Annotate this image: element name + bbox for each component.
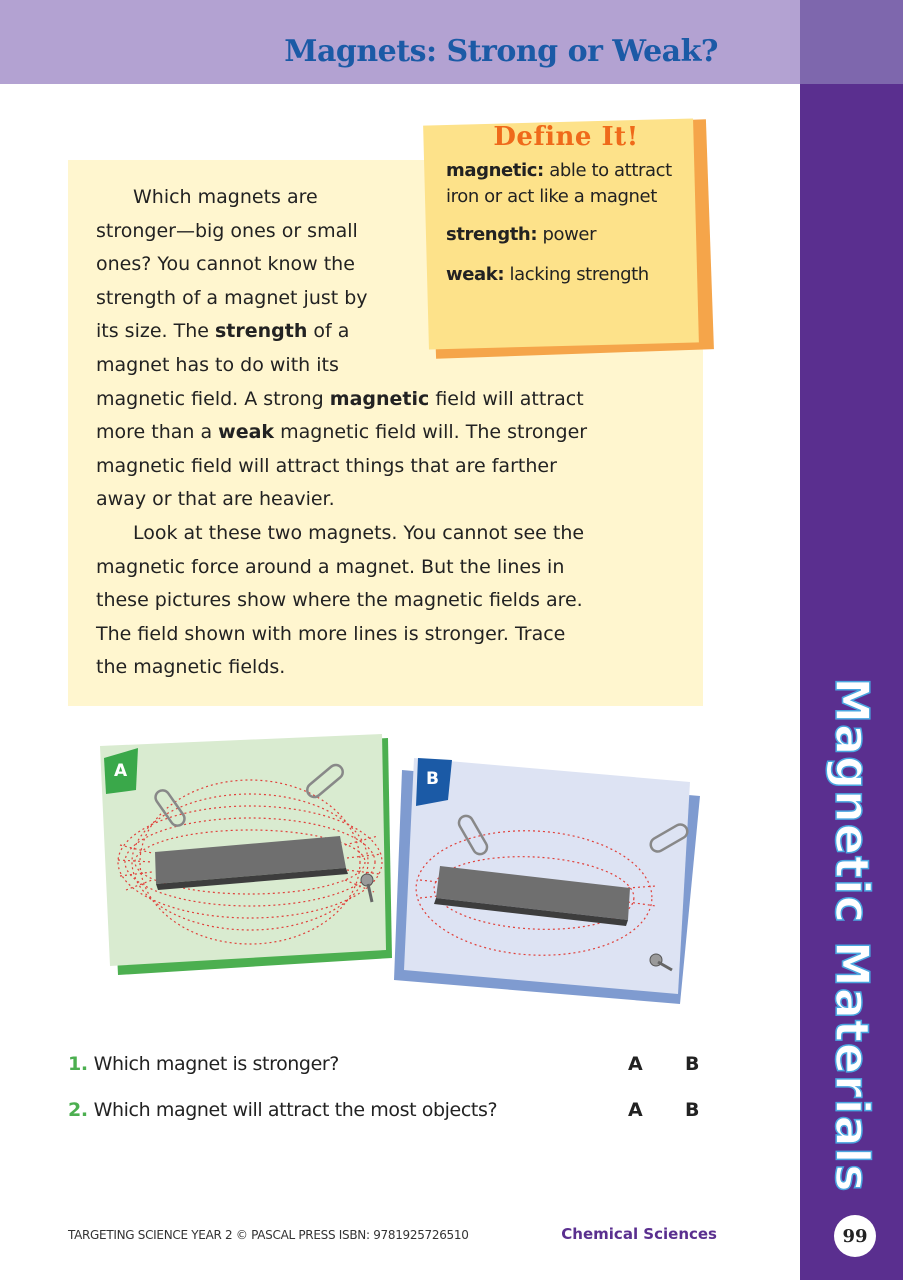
section-side-title: Magnetic Materials [825,677,879,1193]
footer-section-name: Chemical Sciences [561,1225,717,1243]
definition-magnetic-line2: iron or act like a magnet [446,186,657,207]
definition-weak-text: lacking strength [509,264,649,285]
p1-line: strength of a magnet just by [96,286,368,309]
question-1-number: 1. [68,1053,88,1075]
p1-line: magnetic field. A strong magnetic field will attract [96,387,584,410]
question-2 [68,1099,497,1121]
p2-line: magnetic force around a magnet. But the lines in [96,555,565,578]
label-a-text: A [114,761,128,781]
question-1-option-a[interactable]: A [628,1053,643,1075]
page-title: Magnets: Strong or Weak? [284,34,718,69]
p2-line: The field shown with more lines is stronger. Trace [96,622,566,645]
question-1-option-b[interactable]: B [685,1053,700,1075]
p2-line: Look at these two magnets. You cannot see the [133,521,585,544]
p1-line: ones? You cannot know the [96,253,355,276]
define-it-title: Define It! [493,122,639,152]
p1-line: stronger—big ones or small [96,219,358,242]
p1-line: away or that are heavier. [96,488,335,511]
p2-line: the magnetic fields. [96,656,286,679]
footer-publisher-info: TARGETING SCIENCE YEAR 2 © PASCAL PRESS ISBN: 9781925726510 [68,1228,469,1242]
page-number: 99 [834,1215,876,1257]
definition-strength-text: power [542,224,597,245]
keyword-strength: strength [214,320,308,343]
question-1-text: Which magnet is stronger? [93,1053,339,1075]
illustration-b [394,758,700,1004]
question-2-option-b[interactable]: B [685,1099,700,1121]
p1-line: magnetic field will attract things that are farther [96,454,557,477]
keyword-weak: weak [218,421,275,444]
definition-magnetic-line1: able to attract [549,160,672,181]
term-magnetic: magnetic: [446,160,544,181]
question-2-option-a[interactable]: A [628,1099,643,1121]
term-strength: strength: [446,224,538,245]
p1-line: its size. The strength of a [96,320,350,343]
p1-line: more than a weak magnetic field will. The stronger [96,421,588,444]
illustration-a [100,734,392,975]
term-weak: weak: [446,264,505,285]
question-2-number: 2. [68,1099,88,1121]
keyword-magnetic: magnetic [329,387,430,410]
label-b-text: B [426,769,439,789]
p1-line: Which magnets are [133,186,318,208]
p2-line: these pictures show where the magnetic fields are. [96,589,583,612]
p1-line: magnet has to do with its [96,353,339,376]
question-2-text: Which magnet will attract the most objects? [93,1099,498,1121]
question-1 [68,1053,339,1075]
